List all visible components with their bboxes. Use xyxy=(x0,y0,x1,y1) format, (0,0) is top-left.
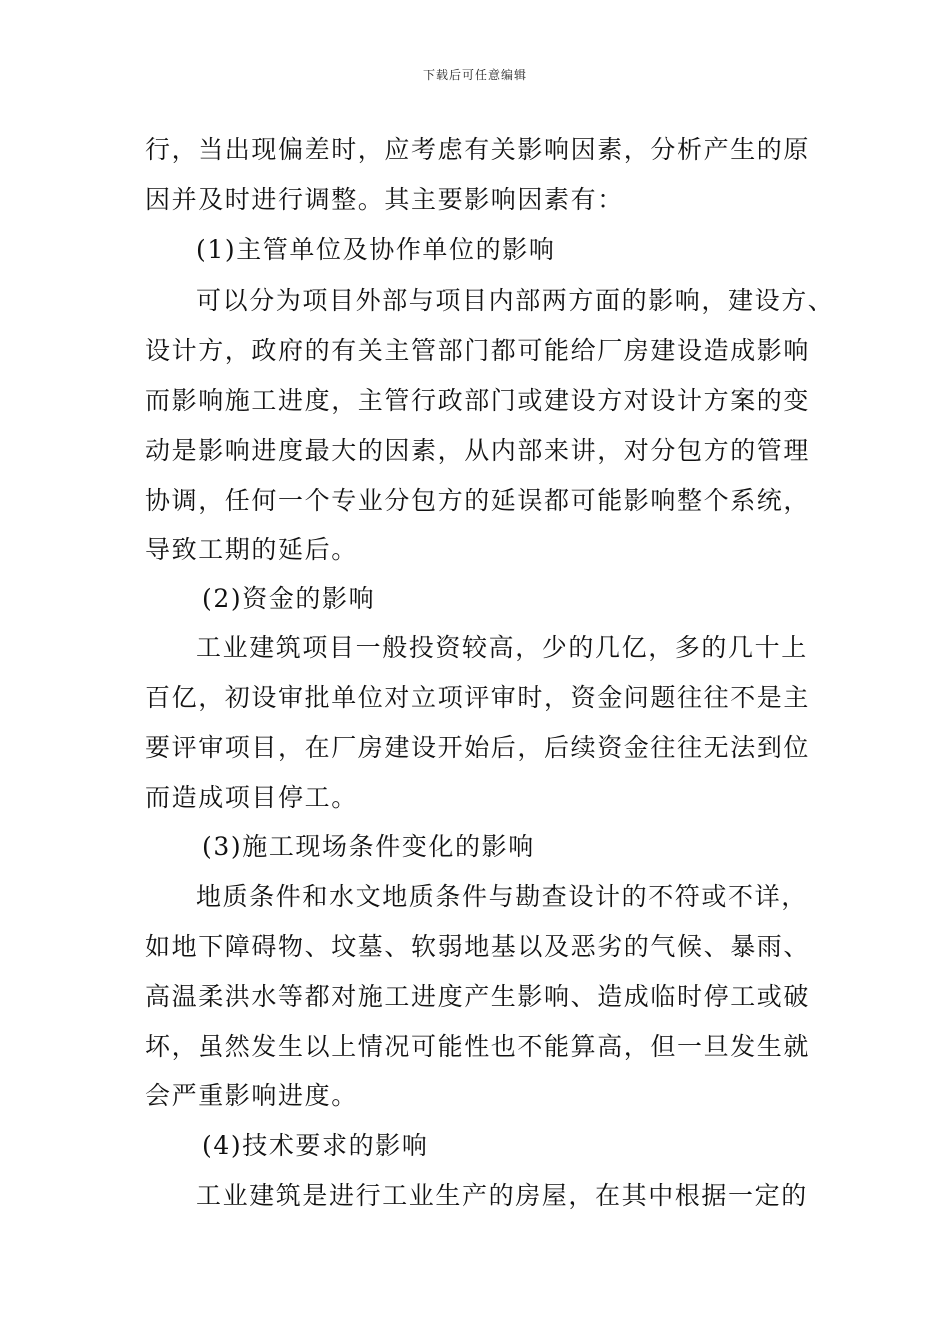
body-line: 会严重影响进度。 xyxy=(145,1081,358,1110)
body-line: 设计方，政府的有关主管部门都可能给厂房建设造成影响 xyxy=(145,336,811,365)
body-line: 工业建筑项目一般投资较高，少的几亿，多的几十上 xyxy=(196,633,808,662)
body-line: 而影响施工进度，主管行政部门或建设方对设计方案的变 xyxy=(145,386,811,415)
body-line: 如地下障碍物、坟墓、软弱地基以及恶劣的气候、暴雨、 xyxy=(145,932,811,961)
body-line: 高温柔洪水等都对施工进度产生影响、造成临时停工或破 xyxy=(145,982,811,1011)
body-line: 工业建筑是进行工业生产的房屋，在其中根据一定的 xyxy=(196,1181,808,1210)
section-heading: (2)资金的影响 xyxy=(202,584,376,613)
body-line: 协调，任何一个专业分包方的延误都可能影响整个系统， xyxy=(145,486,811,515)
body-line: 坏，虽然发生以上情况可能性也不能算高，但一旦发生就 xyxy=(145,1032,811,1061)
section-heading: (1)主管单位及协作单位的影响 xyxy=(196,235,556,264)
body-line: 动是影响进度最大的因素，从内部来讲，对分包方的管理 xyxy=(145,436,811,465)
body-line: 导致工期的延后。 xyxy=(145,535,358,564)
body-line: 可以分为项目外部与项目内部两方面的影响，建设方、 xyxy=(196,286,835,315)
section-heading: (4)技术要求的影响 xyxy=(202,1131,429,1160)
body-line: 因并及时进行调整。其主要影响因素有： xyxy=(145,185,624,214)
body-line: 地质条件和水文地质条件与勘查设计的不符或不详， xyxy=(196,882,808,911)
page-header: 下载后可任意编辑 xyxy=(422,68,527,82)
section-heading: (3)施工现场条件变化的影响 xyxy=(202,832,535,861)
body-line: 行，当出现偏差时，应考虑有关影响因素，分析产生的原 xyxy=(145,135,811,164)
body-line: 百亿，初设审批单位对立项评审时，资金问题往往不是主 xyxy=(145,683,811,712)
body-line: 要评审项目，在厂房建设开始后，后续资金往往无法到位 xyxy=(145,733,811,762)
body-line: 而造成项目停工。 xyxy=(145,783,358,812)
